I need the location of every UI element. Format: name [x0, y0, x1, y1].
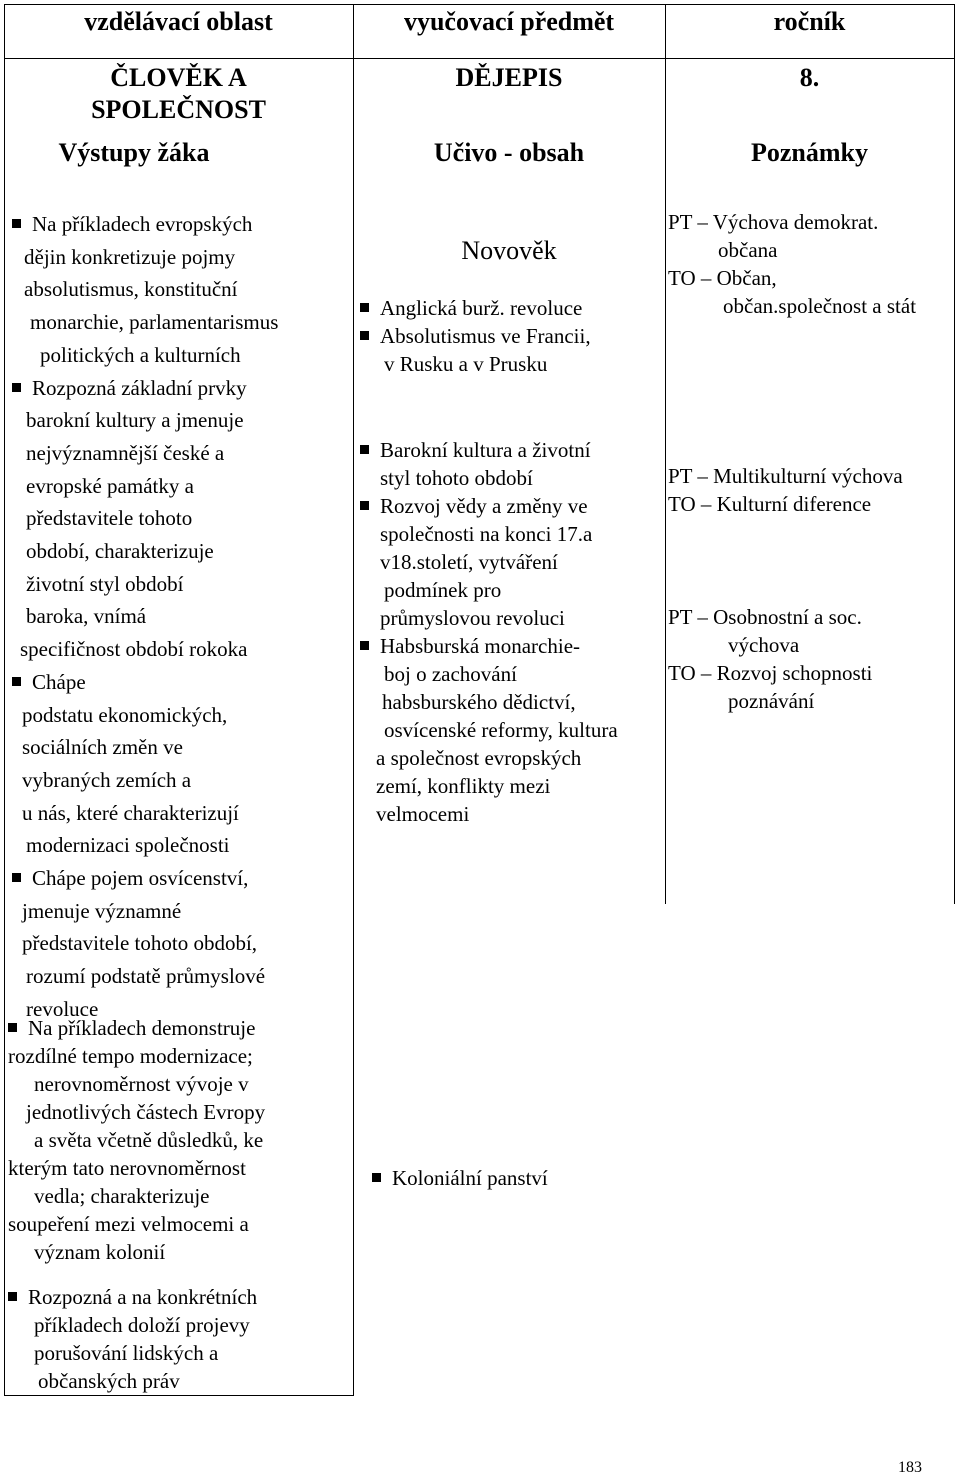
line-text: a společnost evropských [376, 746, 582, 770]
col-outputs-title: Výstupy žáka [58, 138, 210, 167]
line-text: a světa včetně důsledků, ke [34, 1128, 264, 1152]
line-text: TO – Občan, [668, 266, 777, 290]
line-text: dějin konkretizuje pojmy [24, 244, 236, 269]
text-line [8, 1339, 257, 1367]
subject-value: DĚJEPIS [455, 63, 563, 92]
line-text: Rozvoj vědy a změny ve [380, 494, 588, 518]
line-text: TO – Kulturní diference [668, 492, 872, 516]
bullet-icon [360, 445, 369, 454]
bullet-icon [12, 677, 21, 686]
text-line [12, 568, 278, 601]
text-line [12, 862, 278, 895]
text-line [360, 660, 618, 688]
column-divider-1 [353, 4, 354, 1395]
text-line [360, 294, 591, 322]
text-line [8, 1182, 265, 1210]
text-line [8, 1070, 265, 1098]
line-text: průmyslovou revoluci [380, 606, 565, 630]
line-text: v18.století, vytváření [380, 550, 558, 574]
line-text: výchova [728, 633, 800, 657]
text-line [12, 731, 278, 764]
text-line [12, 600, 278, 633]
line-text: revoluce [26, 996, 99, 1021]
text-line [360, 604, 618, 632]
line-text: občana [718, 238, 778, 262]
line-text: význam kolonií [34, 1240, 166, 1264]
bullet-icon [12, 383, 21, 392]
text-line [360, 492, 618, 520]
text-line [8, 1311, 257, 1339]
text-line [668, 208, 916, 236]
line-text: soupeření mezi velmocemi a [8, 1212, 249, 1236]
text-line [12, 339, 278, 372]
line-text: politických a kulturních [40, 342, 241, 367]
text-line [668, 687, 872, 715]
line-text: Koloniální panství [392, 1166, 548, 1190]
text-line [668, 490, 903, 518]
text-line [668, 236, 916, 264]
line-text: monarchie, parlamentarismus [30, 310, 279, 335]
line-text: absolutismus, konstituční [24, 277, 238, 302]
line-text: PT – Multikulturní výchova [668, 464, 903, 488]
outputs-block-3 [8, 1283, 257, 1395]
line-text: životní styl období [26, 571, 184, 596]
grade-value: 8. [799, 63, 820, 92]
text-line [8, 1210, 265, 1238]
line-text: rozumí podstatě průmyslové [26, 964, 266, 989]
text-line [668, 603, 872, 631]
line-text: představitele tohoto období, [22, 931, 258, 956]
text-line [360, 350, 591, 378]
bullet-icon [360, 641, 369, 650]
line-text: boj o zachování [384, 662, 517, 686]
line-text: TO – Rozvoj schopnosti [668, 661, 873, 685]
text-line [12, 404, 278, 437]
text-line [12, 927, 278, 960]
col-content-title: Učivo - obsah [433, 138, 585, 167]
text-line [12, 273, 278, 306]
text-line [12, 535, 278, 568]
table-border-bottom-left [4, 1395, 354, 1396]
line-text: baroka, vnímá [26, 604, 147, 629]
line-text: Anglická burž. revoluce [380, 296, 583, 320]
grade-label: ročník [773, 7, 846, 36]
text-line [12, 633, 278, 666]
text-line [12, 829, 278, 862]
text-line [12, 960, 278, 993]
line-text: společnosti na konci 17.a [380, 522, 593, 546]
area-label: vzdělávací oblast [84, 7, 273, 36]
line-text: jednotlivých částech Evropy [26, 1100, 266, 1124]
table-border-right [954, 4, 955, 904]
text-line [12, 699, 278, 732]
line-text: Rozpozná základní prvky [32, 375, 247, 400]
line-text: velmocemi [376, 802, 470, 826]
line-text: styl tohoto období [380, 466, 533, 490]
line-text: PT – Výchova demokrat. [668, 210, 879, 234]
line-text: PT – Osobnostní a soc. [668, 605, 862, 629]
text-line [12, 797, 278, 830]
line-text: Rozpozná a na konkrétních [28, 1285, 258, 1309]
line-text: nerovnoměrnost vývoje v [34, 1072, 249, 1096]
bullet-icon [360, 331, 369, 340]
text-line [360, 520, 618, 548]
line-text: vybraných zemích a [22, 767, 192, 792]
bullet-icon [360, 303, 369, 312]
line-text: Chápe pojem osvícenství, [32, 866, 249, 891]
line-text: sociálních změn ve [22, 735, 183, 760]
text-line [668, 292, 916, 320]
line-text: Barokní kultura a životní [380, 438, 591, 462]
text-line [360, 322, 591, 350]
page-number: 183 [898, 1459, 922, 1476]
text-line [8, 1238, 265, 1266]
header-row-divider [4, 58, 954, 59]
line-text: občanských práv [38, 1369, 180, 1393]
text-line [360, 576, 618, 604]
notes-block-2 [668, 462, 903, 518]
text-line [12, 208, 278, 241]
text-line [360, 436, 618, 464]
text-line [668, 659, 872, 687]
text-line [12, 437, 278, 470]
line-text: představitele tohoto [26, 506, 193, 531]
content-block-1 [360, 294, 591, 378]
line-text: v Rusku a v Prusku [384, 352, 548, 376]
line-text: evropské památky a [26, 473, 194, 498]
table-border-left [4, 4, 5, 1395]
text-line [668, 462, 903, 490]
text-line [360, 632, 618, 660]
line-text: vedla; charakterizuje [34, 1184, 210, 1208]
text-line [12, 241, 278, 274]
content-block-2 [360, 436, 618, 828]
text-line [8, 1154, 265, 1182]
text-line [360, 716, 618, 744]
text-line [360, 772, 618, 800]
text-line [8, 1014, 265, 1042]
bullet-icon [360, 501, 369, 510]
line-text: nejvýznamnější české a [26, 440, 225, 465]
text-line [12, 470, 278, 503]
line-text: zemí, konflikty mezi [376, 774, 551, 798]
text-line [12, 372, 278, 405]
bullet-icon [8, 1023, 17, 1032]
text-line [372, 1164, 548, 1192]
outputs-block-2 [8, 1014, 265, 1266]
text-line [360, 800, 618, 828]
line-text: kterým tato nerovnoměrnost [8, 1156, 246, 1180]
text-line [8, 1283, 257, 1311]
line-text: osvícenské reformy, kultura [384, 718, 618, 742]
text-line [8, 1367, 257, 1395]
area-value-line2: SPOLEČNOST [91, 95, 266, 124]
line-text: Habsburská monarchie- [380, 634, 581, 658]
line-text: období, charakterizuje [26, 539, 214, 564]
line-text: Chápe [32, 669, 86, 694]
table-border-top [4, 4, 954, 5]
line-text: příkladech doloží projevy [34, 1313, 250, 1337]
line-text: občan.společnost a stát [723, 294, 917, 318]
subject-label: vyučovací předmět [403, 7, 615, 36]
area-value-line1: ČLOVĚK A [110, 63, 247, 92]
notes-block-1 [668, 208, 916, 320]
line-text: specifičnost období rokoka [20, 637, 248, 662]
text-line [360, 548, 618, 576]
text-line [668, 264, 916, 292]
content-block-3 [372, 1164, 548, 1192]
text-line [668, 631, 872, 659]
line-text: modernizaci společnosti [26, 833, 230, 858]
line-text: habsburského dědictví, [382, 690, 576, 714]
line-text: poznávání [728, 689, 815, 713]
text-line [360, 744, 618, 772]
bullet-icon [372, 1173, 381, 1182]
line-text: Absolutismus ve Francii, [380, 324, 591, 348]
bullet-icon [8, 1292, 17, 1301]
line-text: barokní kultury a jmenuje [26, 408, 244, 433]
line-text: Na příkladech demonstruje [28, 1016, 256, 1040]
bullet-icon [12, 873, 21, 882]
text-line [12, 502, 278, 535]
text-line [8, 1042, 265, 1070]
text-line [8, 1126, 265, 1154]
notes-block-3 [668, 603, 872, 715]
content-section-title: Novověk [461, 236, 557, 265]
line-text: u nás, které charakterizují [22, 800, 239, 825]
line-text: rozdílné tempo modernizace; [8, 1044, 253, 1068]
text-line [8, 1098, 265, 1126]
text-line [12, 306, 278, 339]
line-text: porušování lidských a [34, 1341, 219, 1365]
line-text: podstatu ekonomických, [22, 702, 228, 727]
outputs-block-1 [12, 208, 278, 1026]
text-line [360, 464, 618, 492]
line-text: podmínek pro [384, 578, 502, 602]
area-value [4, 62, 353, 126]
col-notes-title: Poznámky [751, 138, 868, 167]
line-text: jmenuje významné [22, 898, 182, 923]
bullet-icon [12, 219, 21, 228]
text-line [12, 666, 278, 699]
text-line [360, 688, 618, 716]
text-line [12, 895, 278, 928]
line-text: Na příkladech evropských [32, 212, 253, 236]
text-line [12, 764, 278, 797]
